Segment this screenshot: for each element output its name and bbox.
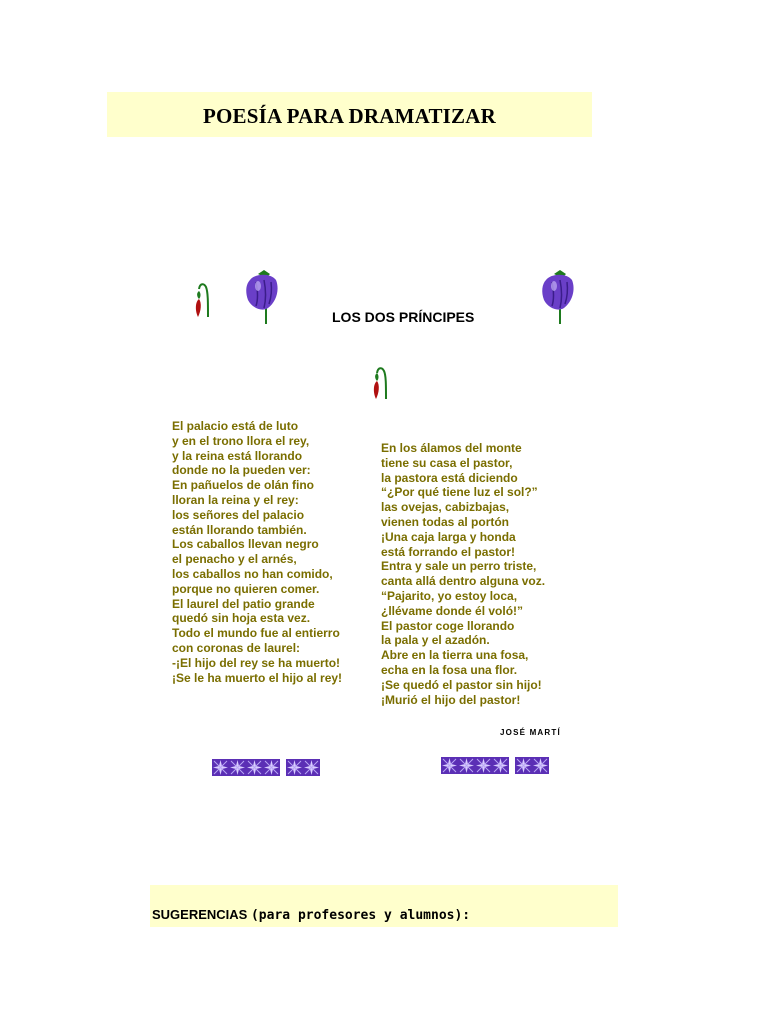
purple-bellflower-icon [538,268,580,326]
title-banner [107,92,592,137]
poem-author: JOSÉ MARTÍ [500,728,561,737]
suggestions-detail: (para profesores y alumnos): [250,908,471,923]
suggestions-banner [150,885,618,927]
purple-star-tile-icon [532,757,549,774]
purple-star-tile-icon [303,759,320,776]
ornament-divider-left [212,759,320,776]
suggestions-heading [152,907,470,923]
purple-star-tile-icon [441,757,458,774]
ornament-divider-right [441,757,549,774]
purple-star-tile-icon [458,757,475,774]
poem-stanza-left: El palacio está de luto y en el trono llora el rey, y la reina está llorando donde no la pueden ver: En pañuelos de olán fino lloran la reina y el rey: los señores del palacio están llorando también. Los caballos llevan negro el penacho y el arnés, los caballos no han comido, porque no quieren comer. El laurel del patio grande quedó sin hoja esta vez. Todo el mundo fue al entierro con coronas de laurel: -¡El hijo del rey se ha muerto! ¡Se le ha muerto el hijo al rey! [172,419,343,685]
poem-title: LOS DOS PRÍNCIPES [332,309,475,325]
purple-star-tile-icon [286,759,303,776]
purple-star-tile-icon [229,759,246,776]
purple-star-tile-icon [246,759,263,776]
purple-star-tile-icon [492,757,509,774]
flower-bud-icon [356,333,412,405]
purple-star-tile-icon [475,757,492,774]
purple-bellflower-icon [240,268,282,326]
poem-stanza-right: En los álamos del monte tiene su casa el pastor, la pastora está diciendo “¿Por qué tiene luz el sol?” las ovejas, cabizbajas, vienen todas al portón ¡Una caja larga y honda está forrando el pastor! Entra y sale un perro triste, canta allá dentro alguna voz. “Pajarito, yo estoy loca, ¿llévame donde él voló!” El pastor coge llorando la pala y el azadón. Abre en la tierra una fosa, echa en la fosa una flor. ¡Se quedó el pastor sin hijo! ¡Murió el hijo del pastor! [381,441,546,707]
purple-star-tile-icon [263,759,280,776]
purple-star-tile-icon [212,759,229,776]
page-title: POESÍA PARA DRAMATIZAR [203,104,496,128]
purple-star-tile-icon [515,757,532,774]
flower-bud-icon [176,247,232,325]
suggestions-label: SUGERENCIAS [152,907,248,922]
